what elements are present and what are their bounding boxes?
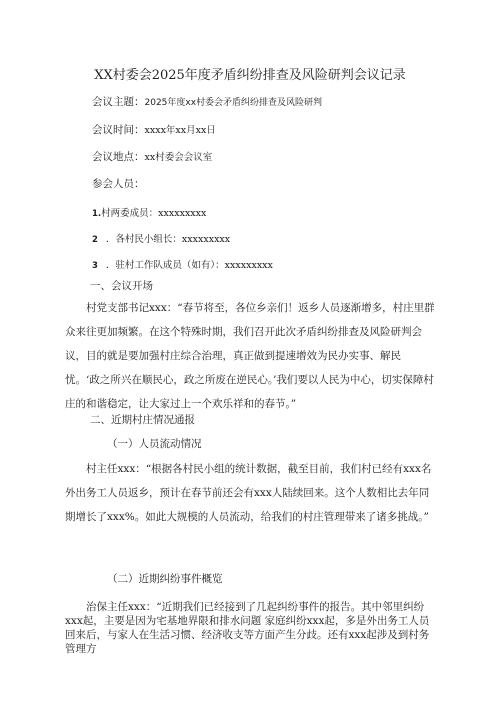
meeting-place-label: 会议地点：	[92, 151, 145, 163]
meeting-time-value: xxxx年xx月xx日	[144, 125, 216, 136]
section-1-paragraph: 村党支部书记xxx：“春节将至，各位乡亲们！返乡人员逐渐增多，村庄里群众来往更加频繁。在这个特殊时期，我们召开此次矛盾纠纷排查及风险研判会议，目的就是要加强村庄综合治理，真正做到提速增效为民办实事、解民忧。‘政之所兴在顺民心，政之所废在逆民心。’我们要以人民为中心，切实保障村庄的和谐稳定，让大家过上一个欢乐祥和的春节。”	[65, 302, 435, 410]
attendee-item-2-num: 2	[92, 235, 98, 245]
section-heading-2: 二、近期村庄情况通报	[90, 414, 195, 426]
attendee-item-3	[92, 259, 273, 273]
meeting-time-label: 会议时间：	[92, 124, 145, 136]
subsection-heading-1: （一）人员流动情况	[107, 438, 202, 450]
attendee-item-2-text: ．各村民小组长：xxxxxxxxx	[105, 234, 231, 245]
attendee-item-1	[92, 207, 206, 221]
meeting-topic-value: 2025年度xx村委会矛盾纠纷排查及风险研判	[144, 98, 323, 108]
document-title: XX村委会2025年度矛盾纠纷排查及风险研判会议记录	[94, 68, 406, 83]
attendee-item-2	[92, 233, 230, 247]
meeting-topic-label: 会议主题：	[92, 96, 145, 108]
subsection-heading-2: （二）近期纠纷事件概览	[107, 573, 223, 585]
attendee-item-3-num: 3	[92, 261, 98, 271]
attendees-label: 参会人员：	[92, 178, 145, 190]
attendee-item-1-text: 村两委成员：xxxxxxxxx	[101, 208, 207, 219]
subsection-2-paragraph: 治保主任xxx：“近期我们已经接到了几起纠纷事件的报告。其中邻里纠纷xxx起，主要是因为宅基地界限和排水问题 家庭纠纷xxx起，多是外出务工人员回来后，与家人在生活习惯、经济收支等方面产生分歧。还有xxx起涉及到村务管理方	[65, 601, 430, 655]
section-heading-1: 一、会议开场	[90, 280, 153, 292]
subsection-1-paragraph: 村主任xxx：“根据各村民小组的统计数据，截至目前，我们村已经有xxx名外出务工人员返乡，预计在春节前还会有xxx人陆续回来。这个人数相比去年同期增长了xxx%。如此大规模的人员流动，给我们的村庄管理带来了诸多挑战。”	[65, 463, 432, 523]
attendee-item-1-num: 1.	[92, 209, 102, 219]
meeting-place	[92, 150, 212, 165]
meeting-place-value: xx村委会会议室	[144, 152, 213, 163]
meeting-time	[92, 123, 216, 138]
meeting-topic	[92, 95, 322, 110]
attendee-item-3-text: ．驻村工作队成员（如有）：xxxxxxxxx	[105, 260, 273, 271]
